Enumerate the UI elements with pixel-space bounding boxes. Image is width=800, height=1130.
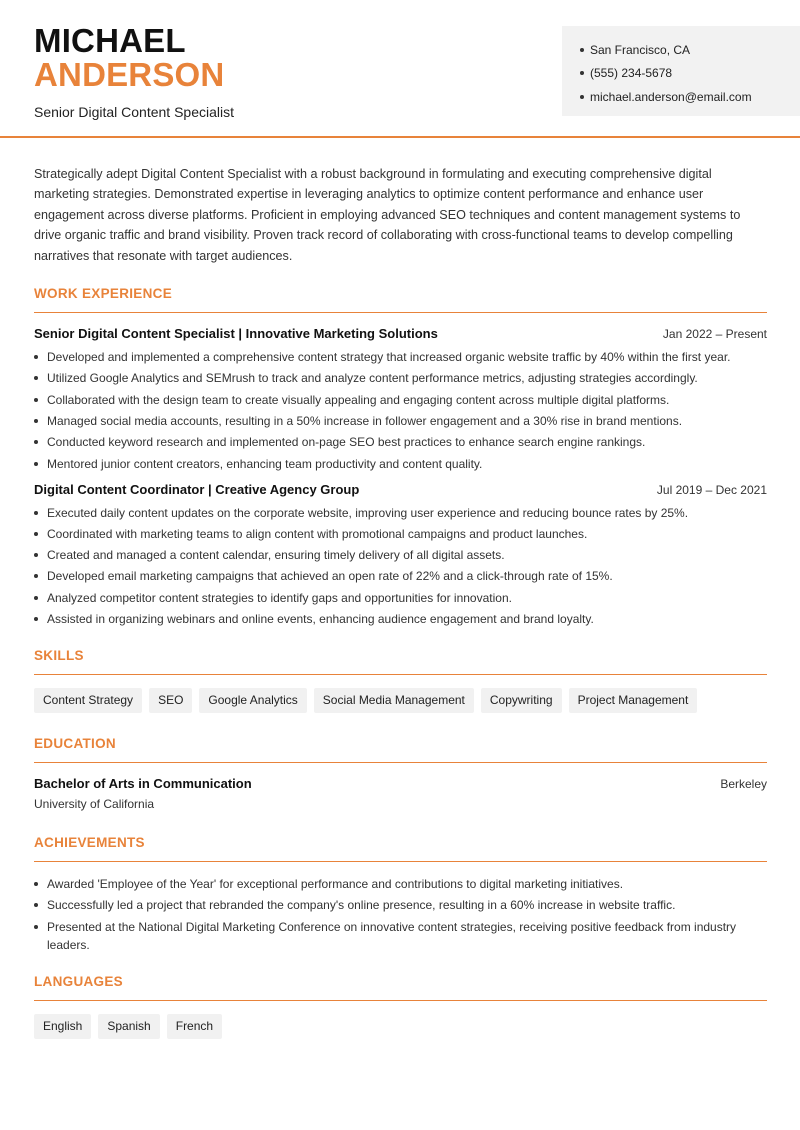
list-item-text: Executed daily content updates on the corporate website, improving user experience and reducing bounce rates by 25%. bbox=[47, 505, 689, 520]
list-item bbox=[34, 589, 767, 607]
list-item bbox=[34, 567, 767, 585]
bullet-icon bbox=[34, 617, 38, 621]
job-bullets bbox=[34, 504, 767, 628]
skill-chip: Google Analytics bbox=[199, 688, 306, 713]
bullet-icon bbox=[580, 71, 584, 75]
job-header bbox=[34, 482, 767, 497]
education-degree: Bachelor of Arts in Communication bbox=[34, 776, 252, 791]
skill-chip: Project Management bbox=[569, 688, 698, 713]
contact-phone-text: (555) 234-5678 bbox=[590, 66, 673, 81]
skills-list bbox=[34, 688, 767, 713]
section-title-education: EDUCATION bbox=[34, 736, 767, 763]
bullet-icon bbox=[34, 462, 38, 466]
bullet-icon bbox=[34, 419, 38, 423]
list-item bbox=[34, 504, 767, 522]
list-item-text: Managed social media accounts, resulting in a 50% increase in follower engagement and a 30% rise in brand mentions. bbox=[47, 413, 683, 428]
list-item bbox=[34, 610, 767, 628]
section-title-achievements: ACHIEVEMENTS bbox=[34, 835, 767, 862]
list-item-text: Conducted keyword research and implemented on-page SEO best practices to enhance search engine rankings. bbox=[47, 435, 646, 450]
education-location: Berkeley bbox=[720, 777, 767, 791]
section-title-skills: SKILLS bbox=[34, 648, 767, 675]
education-entry bbox=[34, 776, 767, 811]
contact-location bbox=[580, 38, 800, 62]
languages-section bbox=[34, 974, 767, 1039]
education-header bbox=[34, 776, 767, 791]
achievements-section bbox=[34, 835, 767, 954]
list-item bbox=[34, 525, 767, 543]
list-item-text: Mentored junior content creators, enhancing team productivity and content quality. bbox=[47, 456, 483, 471]
bullet-icon bbox=[34, 511, 38, 515]
list-item bbox=[34, 369, 767, 387]
skill-chip: Content Strategy bbox=[34, 688, 142, 713]
skill-chip: Copywriting bbox=[481, 688, 562, 713]
list-item-text: Assisted in organizing webinars and online events, enhancing audience engagement and brand loyalty. bbox=[47, 612, 594, 626]
language-chip: English bbox=[34, 1014, 91, 1039]
section-title-languages: LANGUAGES bbox=[34, 974, 767, 1001]
bullet-icon bbox=[34, 440, 38, 444]
bullet-icon bbox=[34, 903, 38, 907]
job-role: Senior Digital Content Specialist | Innovative Marketing Solutions bbox=[34, 326, 438, 342]
list-item-text: Awarded 'Employee of the Year' for exceptional performance and contributions to digital marketing initiatives. bbox=[47, 877, 624, 891]
contact-location-text: San Francisco, CA bbox=[590, 42, 691, 57]
education-school: University of California bbox=[34, 797, 155, 811]
list-item-text: Coordinated with marketing teams to align content with promotional campaigns and product launches. bbox=[47, 526, 588, 541]
list-item bbox=[34, 433, 767, 451]
job-role: Digital Content Coordinator | Creative Agency Group bbox=[34, 481, 360, 497]
bullet-icon bbox=[580, 95, 584, 99]
language-chip: French bbox=[167, 1014, 222, 1039]
list-item-text: Collaborated with the design team to create visually appealing and engaging content across multiple digital platforms. bbox=[47, 392, 670, 407]
section-title-work: WORK EXPERIENCE bbox=[34, 286, 767, 313]
name-block bbox=[34, 24, 234, 120]
resume-header bbox=[0, 0, 800, 138]
bullet-icon bbox=[34, 553, 38, 557]
job-entry bbox=[34, 482, 767, 628]
job-entry bbox=[34, 326, 767, 472]
first-name: MICHAEL bbox=[34, 22, 186, 59]
contact-email bbox=[580, 85, 800, 109]
bullet-icon bbox=[34, 882, 38, 886]
bullet-icon bbox=[34, 355, 38, 359]
contact-phone bbox=[580, 62, 800, 86]
bullet-icon bbox=[34, 532, 38, 536]
bullet-icon bbox=[34, 376, 38, 380]
skill-chip: SEO bbox=[149, 688, 192, 713]
bullet-icon bbox=[34, 596, 38, 600]
list-item-text: Developed email marketing campaigns that achieved an open rate of 22% and a click-through rate of 15%. bbox=[47, 569, 613, 584]
job-header bbox=[34, 326, 767, 341]
job-bullets bbox=[34, 348, 767, 472]
education-section bbox=[34, 736, 767, 811]
achievements-list bbox=[34, 875, 767, 954]
list-item bbox=[34, 391, 767, 409]
list-item bbox=[34, 348, 767, 366]
skills-section bbox=[34, 648, 767, 713]
list-item bbox=[34, 546, 767, 564]
list-item bbox=[34, 875, 767, 893]
bullet-icon bbox=[34, 925, 38, 929]
list-item bbox=[34, 412, 767, 430]
job-title: Senior Digital Content Specialist bbox=[34, 104, 234, 120]
bullet-icon bbox=[580, 48, 584, 52]
contact-box bbox=[562, 26, 800, 116]
bullet-icon bbox=[34, 398, 38, 402]
last-name: ANDERSON bbox=[34, 56, 225, 93]
list-item bbox=[34, 896, 767, 914]
bullet-icon bbox=[34, 574, 38, 578]
contact-email-text: michael.anderson@email.com bbox=[590, 89, 752, 104]
skill-chip: Social Media Management bbox=[314, 688, 474, 713]
list-item-text: Presented at the National Digital Marketing Conference on innovative content strategies, receiving positive feedback from industry leaders. bbox=[47, 919, 737, 952]
language-chip: Spanish bbox=[98, 1014, 159, 1039]
list-item bbox=[34, 918, 767, 954]
job-dates: Jul 2019 – Dec 2021 bbox=[656, 482, 767, 497]
list-item-text: Analyzed competitor content strategies to identify gaps and opportunities for innovation. bbox=[47, 590, 512, 605]
work-experience-section bbox=[34, 286, 767, 628]
list-item-text: Created and managed a content calendar, ensuring timely delivery of all digital assets. bbox=[47, 548, 505, 563]
job-dates: Jan 2022 – Present bbox=[662, 327, 767, 342]
list-item-text: Successfully led a project that rebranded the company's online presence, resulting in a 60% increase in website traffic. bbox=[47, 898, 676, 913]
list-item-text: Utilized Google Analytics and SEMrush to track and analyze content performance metrics, adjusting strategies accordingly. bbox=[47, 371, 698, 386]
languages-list bbox=[34, 1014, 767, 1039]
summary: Strategically adept Digital Content Specialist with a robust background in formulating and executing comprehensive digital marketing strategies. Demonstrated expertise in leveraging analytics to optimize content performance and enhance user engagement across diverse platforms. Proficient in employing advanced SEO techniques and content management systems to drive organic traffic and brand visibility. Proven track record of collaborating with cross-functional teams to develop compelling narratives that resonate with target audiences. bbox=[34, 167, 741, 263]
list-item-text: Developed and implemented a comprehensive content strategy that increased organic website traffic by 40% within the first year. bbox=[47, 350, 731, 365]
list-item bbox=[34, 455, 767, 473]
resume-body bbox=[34, 164, 767, 1039]
